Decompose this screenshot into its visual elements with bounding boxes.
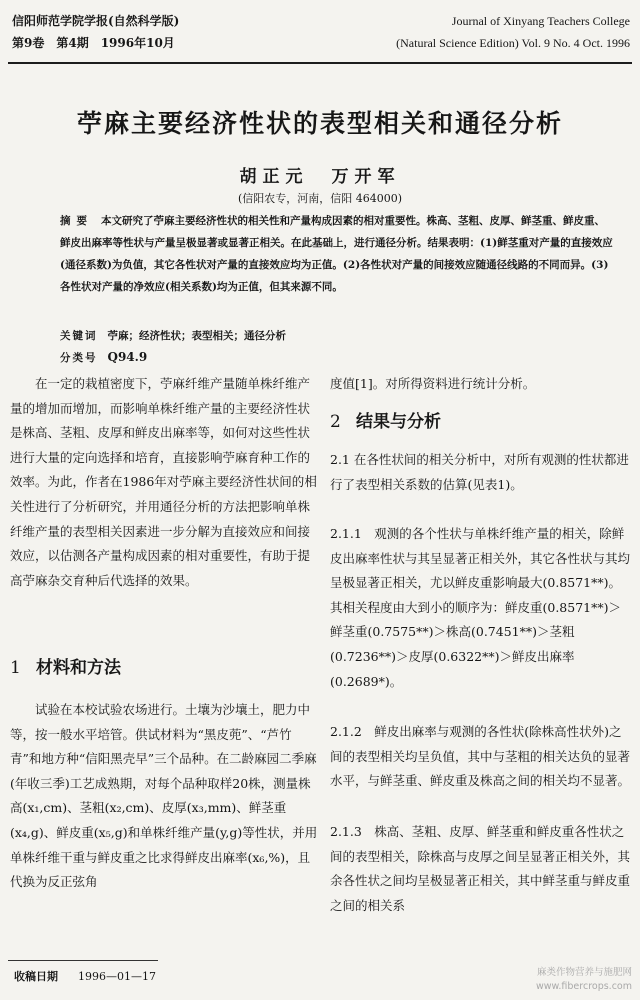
keywords-text: 苧麻；经济性状；表型相关；通径分析 bbox=[107, 330, 286, 342]
issue-info-cn: 第9卷 第4期 1996年10月 bbox=[12, 36, 175, 50]
watermark-url: www.fibercrops.com bbox=[535, 981, 632, 992]
authors: 胡正元 万开军 bbox=[239, 167, 401, 187]
section-title: 材料和方法 bbox=[36, 658, 121, 678]
watermark bbox=[536, 966, 632, 994]
section-heading-1 bbox=[10, 656, 318, 680]
intro-paragraph: 在一定的栽植密度下，苧麻纤维产量随单株纤维产量的增加而增加，而影响单株纤维产量的主要经济性状是株高、茎粗、皮厚和鲜皮出麻率等，如何对这些性状进行大量的定向选择和培育，直接影响苧麻育种工作的效率。为此，作者在1986年对苧麻主要经济性状间的相关性进行了分析研究，并用通径分析的方法把影响单株纤维产量的表型相关因素进一步分解为直接效应和间接效应，以估测各产量构成因素的相对重要性，有助于提高苧麻杂交育种后代选择的效果。 bbox=[10, 376, 317, 588]
journal-header-en bbox=[396, 10, 630, 54]
journal-header-cn bbox=[12, 10, 179, 54]
watermark-site-name: 麻类作物营养与施肥网 bbox=[536, 967, 632, 978]
received-label: 收稿日期 bbox=[14, 970, 58, 983]
header-rule bbox=[8, 62, 632, 64]
classification bbox=[60, 347, 147, 368]
issue-info-en: (Natural Science Edition) Vol. 9 No. 4 Oct. 1996 bbox=[396, 36, 630, 50]
keywords bbox=[60, 326, 620, 346]
footnote-rule bbox=[8, 960, 158, 961]
methods-paragraph: 试验在本校试验农场进行。土壤为沙壤土，肥力中等，按一般水平培管。供试材料为“黑皮蔸”、“芦竹青”和地方种“信阳黑壳早”三个品种。在二龄麻园二季麻(年收三季)工艺成熟期，对每个品种取样20株，测量株高(x₁,cm)、茎粗(x₂,cm)、皮厚(x₃,mm)、鲜茎重(x₄,g)、鲜皮重(x₅,g)和单株纤维产量(y,g)等性状，并用单株纤维干重与鲜皮重之比求得鲜皮出麻率(x₆,%)，且代换为反正弦角 bbox=[10, 702, 318, 890]
keywords-label: 关键词 bbox=[60, 330, 98, 342]
journal-name-en: Journal of Xinyang Teachers College bbox=[451, 14, 630, 28]
paragraph-2-1-2: 2.1.2 鲜皮出麻率与观测的各性状(除株高性状外)之间的表型相关均呈负值，其中与茎粗的相关达负的显著水平，与鲜茎重、鲜皮重及株高之间的相关均不显著。 bbox=[330, 724, 631, 789]
continuation-line: 度值[1]。对所得资料进行统计分析。 bbox=[330, 376, 536, 391]
received-date-footnote bbox=[14, 968, 156, 984]
abstract-text: 本文研究了苧麻主要经济性状的相关性和产量构成因素的相对重要性。株高、茎粗、皮厚、鲜茎重、鲜皮重、鲜皮出麻率等性状与产量呈极显著或显著正相关。在此基础上，进行通径分析。结果表明：(1)鲜茎重对产量的直接效应(通径系数)为负值，其它各性状对产量的直接效应均为正值。(2)各性状对产量的间接效应随通径线路的不同而异。(3)各性状对产量的净效应(相关系数)均为正值，但其来源不同。 bbox=[60, 215, 613, 293]
abstract-label: 摘要 bbox=[60, 215, 93, 227]
classification-number: Q94.9 bbox=[107, 350, 148, 364]
section-number: 2 bbox=[330, 412, 341, 432]
paragraph-2-1-3: 2.1.3 株高、茎粗、皮厚、鲜茎重和鲜皮重各性状之间的表型相关，除株高与皮厚之间呈显著正相关外，其余各性状之间均呈极显著正相关，其中鲜茎重与鲜皮重之间的相关系 bbox=[330, 824, 631, 913]
classification-label: 分类号 bbox=[60, 352, 98, 364]
received-date: 1996—01—17 bbox=[78, 970, 156, 983]
affiliation: (信阳农专，河南，信阳 464000) bbox=[237, 192, 403, 205]
paragraph-2-1: 2.1 在各性状间的相关分析中，对所有观测的性状都进行了表型相关系数的估算(见表1)。 bbox=[330, 452, 629, 492]
journal-name-cn: 信阳师范学院学报(自然科学版) bbox=[12, 14, 180, 28]
section-title: 结果与分析 bbox=[356, 412, 441, 432]
abstract bbox=[60, 210, 615, 298]
paragraph-2-1-1: 2.1.1 观测的各个性状与单株纤维产量的相关，除鲜皮出麻率性状与其呈显著正相关外，其它各性状与其均呈极显著正相关，尤以鲜皮重影响最大(0.8571**)。其相关程度由大到小的顺序为：鲜皮重(0.8571**)＞鲜茎重(0.7575**)＞株高(0.7451**)＞茎粗(0.7236**)＞皮厚(0.6322**)＞鲜皮出麻率(0.2689*)。 bbox=[330, 526, 631, 689]
section-heading-2 bbox=[330, 410, 632, 434]
article-title: 苧麻主要经济性状的表型相关和通径分析 bbox=[76, 109, 563, 138]
section-number: 1 bbox=[10, 658, 21, 678]
